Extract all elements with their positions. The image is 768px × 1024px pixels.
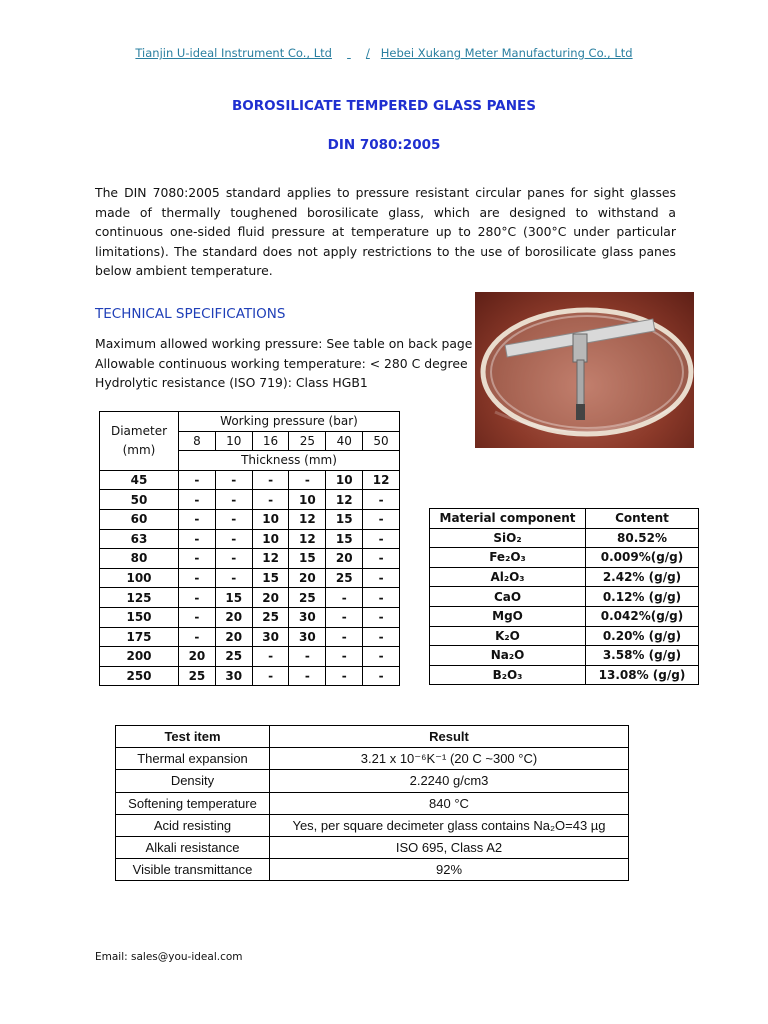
table-row [100,529,400,549]
pressure-col: 8 [179,431,216,451]
diameter-cell: 80 [100,549,179,569]
thickness-cell: 20 [326,549,363,569]
thickness-cell: - [252,470,289,490]
diameter-header [100,412,179,471]
material-cell: Na₂O [430,646,586,666]
diameter-header-text: Diameter (mm) [110,423,168,457]
page-title: BOROSILICATE TEMPERED GLASS PANES [232,98,536,114]
thickness-cell: - [326,627,363,647]
thickness-cell: 30 [215,666,252,686]
intro-line: continuous one-sided fluid pressure at temperature up to 280°C (300°C under particular [95,224,676,239]
diameter-cell: 100 [100,568,179,588]
thickness-cell: - [179,627,216,647]
table-row [116,836,629,858]
thickness-cell: - [363,549,400,569]
result-header: Result [270,726,629,748]
thickness-cell: 20 [179,647,216,667]
content-cell: 0.042%(g/g) [586,606,699,626]
table-row [100,647,400,667]
diameter-cell: 150 [100,607,179,627]
thickness-cell: 10 [326,470,363,490]
thickness-cell: - [252,490,289,510]
table-row [116,748,629,770]
thickness-cell: - [215,490,252,510]
spec-line: Allowable continuous working temperature: < 280 C degree [95,355,468,371]
standard-title: DIN 7080:2005 [327,137,441,153]
material-cell: CaO [430,587,586,607]
thickness-cell: 10 [289,490,326,510]
thickness-cell: 25 [215,647,252,667]
thickness-cell: 30 [252,627,289,647]
table-row [100,568,400,588]
thickness-cell: 15 [252,568,289,588]
content-cell: 3.58% (g/g) [586,646,699,666]
result-cell: 2.2240 g/cm3 [270,770,629,792]
material-cell: MgO [430,606,586,626]
test-item-cell: Visible transmittance [116,859,270,881]
material-composition-table [429,508,699,685]
thickness-cell: - [363,647,400,667]
result-cell: Yes, per square decimeter glass contains Na₂O=43 µg [270,814,629,836]
thickness-cell: - [326,666,363,686]
result-cell: 92% [270,859,629,881]
thickness-cell: 30 [289,627,326,647]
thickness-cell: 12 [289,529,326,549]
table-row [116,792,629,814]
thickness-cell: - [289,666,326,686]
thickness-cell: 12 [252,549,289,569]
table-row [100,470,400,490]
thickness-cell: - [363,627,400,647]
diameter-cell: 250 [100,666,179,686]
company-right: Hebei Xukang Meter Manufacturing Co., Ltd [380,46,633,60]
table-row [100,588,400,608]
pressure-col: 40 [326,431,363,451]
specifications-list [95,334,472,393]
intro-line: The DIN 7080:2005 standard applies to pressure resistant circular panes for sight glasses [95,185,676,200]
contact-email: Email: sales@you-ideal.com [95,951,243,963]
thickness-cell: 20 [215,627,252,647]
content-cell: 13.08% (g/g) [586,665,699,685]
intro-line: made of thermally toughened borosilicate glass, which are designed to withstand a [95,204,676,220]
content-cell: 80.52% [586,528,699,548]
thickness-cell: - [363,666,400,686]
spec-line: Hydrolytic resistance (ISO 719): Class HGB1 [95,375,368,390]
thickness-cell: 15 [326,529,363,549]
thickness-cell: - [326,607,363,627]
table-row [430,665,699,685]
diameter-cell: 175 [100,627,179,647]
test-item-cell: Thermal expansion [116,748,270,770]
thickness-cell: - [179,490,216,510]
table-row [430,646,699,666]
diameter-cell: 125 [100,588,179,608]
test-item-cell: Alkali resistance [116,836,270,858]
test-results-table [115,725,629,881]
thickness-cell: - [326,588,363,608]
table-row [430,626,699,646]
thickness-cell: - [179,607,216,627]
material-cell: K₂O [430,626,586,646]
thickness-cell: - [363,568,400,588]
thickness-cell: - [289,470,326,490]
thickness-cell: 25 [252,607,289,627]
thickness-cell: - [179,509,216,529]
diameter-cell: 45 [100,470,179,490]
material-cell: SiO₂ [430,528,586,548]
table-row [430,587,699,607]
thickness-cell: 25 [179,666,216,686]
working-pressure-header: Working pressure (bar) [179,412,400,432]
thickness-cell: 20 [252,588,289,608]
thickness-cell: - [179,470,216,490]
content-cell: 0.009%(g/g) [586,548,699,568]
table-row [116,814,629,836]
technical-specifications-heading: TECHNICAL SPECIFICATIONS [95,306,286,322]
table-row [100,666,400,686]
thickness-cell: 15 [289,549,326,569]
result-cell: 3.21 x 10⁻⁶K⁻¹ (20 C ~300 °C) [270,748,629,770]
thickness-cell: - [179,568,216,588]
table-row [100,509,400,529]
thickness-cell: 12 [363,470,400,490]
table-row [100,549,400,569]
content-cell: 0.12% (g/g) [586,587,699,607]
header-separator: / [365,46,370,60]
diameter-cell: 200 [100,647,179,667]
thickness-cell: 15 [326,509,363,529]
pressure-col: 50 [363,431,400,451]
thickness-cell: - [363,490,400,510]
thickness-cell: - [179,588,216,608]
thickness-cell: 12 [289,509,326,529]
table-row [430,528,699,548]
thickness-cell: - [252,647,289,667]
thickness-cell: 20 [289,568,326,588]
test-item-cell: Density [116,770,270,792]
intro-line: below ambient temperature. [95,263,273,278]
table-row [430,606,699,626]
thickness-cell: 30 [289,607,326,627]
pressure-col: 10 [215,431,252,451]
thickness-cell: - [326,647,363,667]
thickness-cell: - [363,607,400,627]
content-header: Content [586,509,699,529]
material-header: Material component [430,509,586,529]
thickness-cell: 12 [326,490,363,510]
intro-line: limitations). The standard does not apply restrictions to the use of borosilicate glass panes [95,243,676,259]
table-row [116,770,629,792]
pressure-col: 16 [252,431,289,451]
table-row [430,567,699,587]
thickness-cell: - [215,549,252,569]
glass-pane-photo [475,292,694,448]
content-cell: 0.20% (g/g) [586,626,699,646]
intro-paragraph [95,183,676,281]
diameter-cell: 63 [100,529,179,549]
thickness-cell: 25 [326,568,363,588]
thickness-cell: - [289,647,326,667]
thickness-cell: - [363,588,400,608]
pressure-col: 25 [289,431,326,451]
thickness-cell: - [215,529,252,549]
thickness-cell: 10 [252,529,289,549]
material-cell: Fe₂O₃ [430,548,586,568]
thickness-cell: - [215,568,252,588]
table-row [100,607,400,627]
company-left: Tianjin U-ideal Instrument Co., Ltd [135,46,332,60]
material-cell: Al₂O₃ [430,567,586,587]
thickness-cell: 15 [215,588,252,608]
thickness-cell: - [179,549,216,569]
result-cell: ISO 695, Class A2 [270,836,629,858]
diameter-cell: 50 [100,490,179,510]
table-row [100,490,400,510]
material-cell: B₂O₃ [430,665,586,685]
thickness-cell: 20 [215,607,252,627]
table-row [116,859,629,881]
pressure-thickness-table [99,411,400,686]
page-header [0,46,768,60]
thickness-cell: 25 [289,588,326,608]
table-row [430,548,699,568]
thickness-cell: - [363,509,400,529]
test-item-header: Test item [116,726,270,748]
thickness-cell: - [252,666,289,686]
diameter-cell: 60 [100,509,179,529]
thickness-cell: 10 [252,509,289,529]
thickness-cell: - [179,529,216,549]
content-cell: 2.42% (g/g) [586,567,699,587]
table-row [100,627,400,647]
test-item-cell: Softening temperature [116,792,270,814]
thickness-cell: - [363,529,400,549]
result-cell: 840 °C [270,792,629,814]
spec-line: Maximum allowed working pressure: See table on back page [95,336,473,351]
test-item-cell: Acid resisting [116,814,270,836]
thickness-header: Thickness (mm) [179,451,400,471]
thickness-cell: - [215,509,252,529]
thickness-cell: - [215,470,252,490]
